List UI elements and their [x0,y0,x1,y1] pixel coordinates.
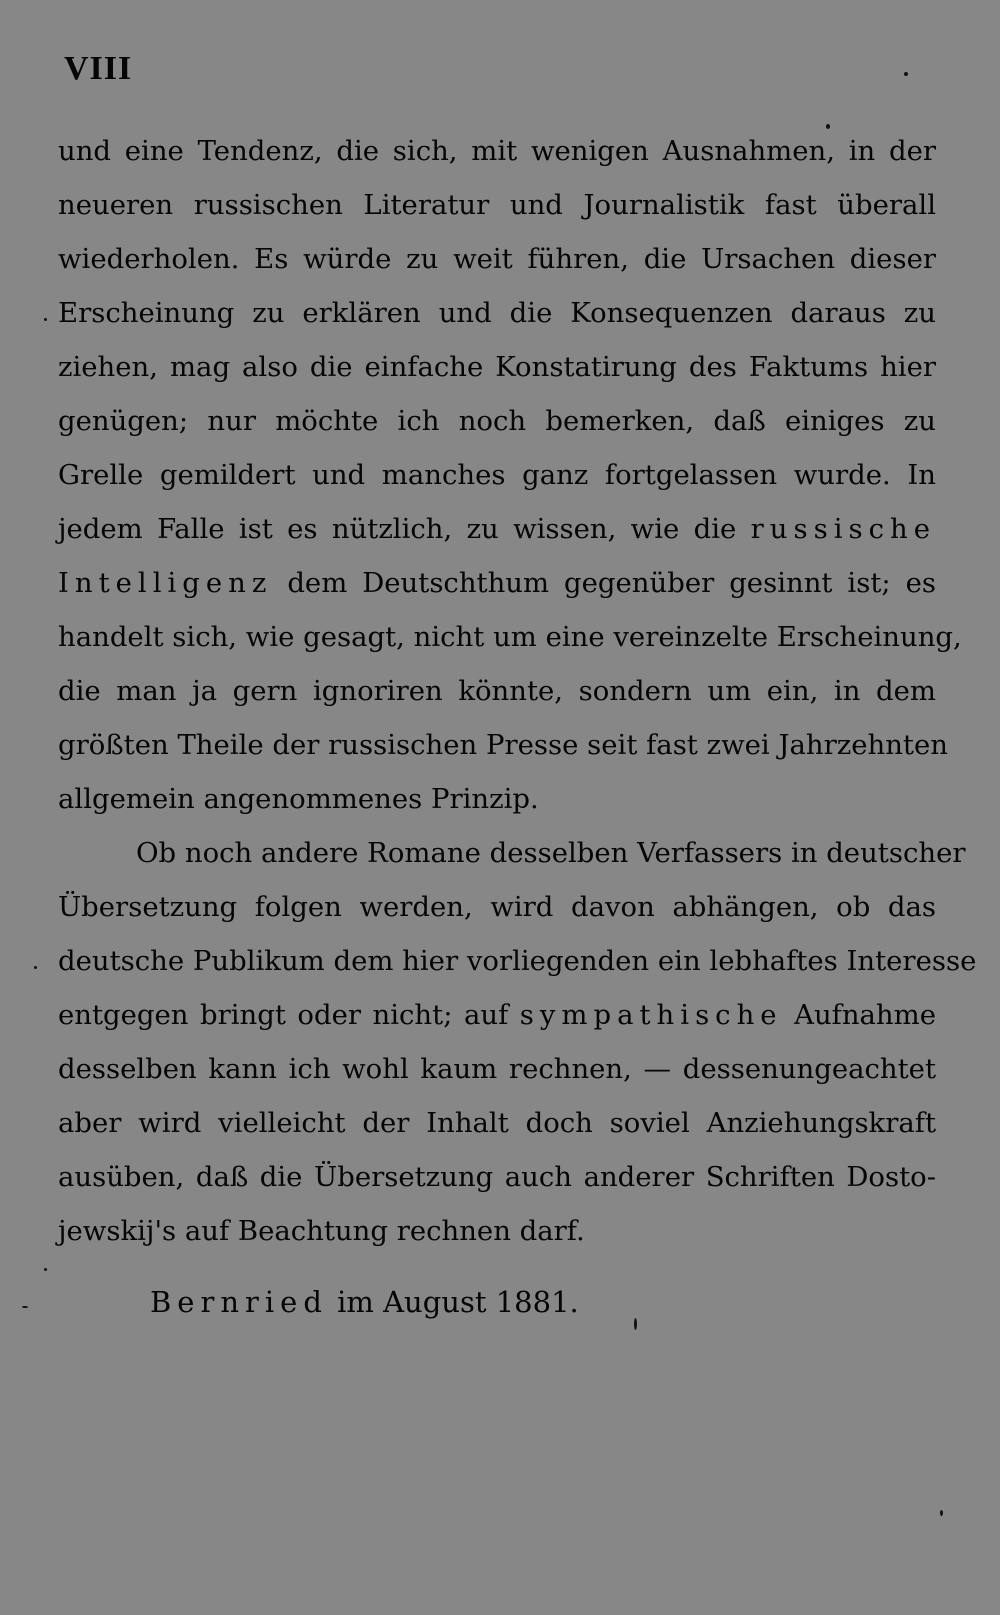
text-line: Erscheinung zu erklären und die Konsequenzen daraus zu [58,297,936,329]
line-text: dem Deutschthum gegenüber gesinnt ist; es [287,567,936,599]
text-line: die man ja gern ignoriren könnte, sondern um ein, in dem [58,675,936,707]
text-line: desselben kann ich wohl kaum rechnen, — dessenungeachtet [58,1053,936,1085]
signature-line [150,1282,579,1322]
line-text: Aufnahme [794,999,936,1031]
text-line: handelt sich, wie gesagt, nicht um eine vereinzelte Erscheinung, [58,621,962,653]
page-number: VIII [64,50,133,87]
text-line: Grelle gemildert und manches ganz fortgelassen wurde. In [58,459,936,491]
text-line: neueren russischen Literatur und Journalistik fast überall [58,189,936,221]
text-line: wiederholen. Es würde zu weit führen, die Ursachen dieser [58,243,936,275]
text-line: aber wird vielleicht der Inhalt doch soviel Anziehungskraft [58,1107,936,1139]
spaced-emphasis: sympathische [519,999,783,1031]
text-line: jewskij's auf Beachtung rechnen darf. [58,1215,585,1247]
text-line: allgemein angenommenes Prinzip. [58,783,539,815]
text-line: genügen; nur möchte ich noch bemerken, daß einiges zu [58,405,936,437]
text-line: deutsche Publikum dem hier vorliegenden ein lebhaftes Interesse [58,945,977,977]
scan-speck [44,1268,47,1271]
text-line [58,556,936,610]
text-line: Ob noch andere Romane desselben Verfassers in deutscher [136,837,966,869]
scan-speck [34,966,37,969]
text-line [58,502,936,556]
text-line: und eine Tendenz, die sich, mit wenigen Ausnahmen, in der [58,135,936,167]
scan-speck [22,1306,28,1308]
signature-place: Bernried [150,1285,328,1319]
spaced-emphasis: russische [750,513,936,545]
line-text: jedem Falle ist es nützlich, zu wissen, wie die [58,513,737,545]
scan-speck [904,72,908,76]
spaced-emphasis: Intelligenz [58,567,273,599]
scan-speck [634,1318,637,1330]
text-line: ziehen, mag also die einfache Konstatirung des Faktums hier [58,351,936,383]
body-text [58,124,977,1258]
scan-speck [44,318,47,321]
line-text: entgegen bringt oder nicht; auf [58,999,509,1031]
text-line: ausüben, daß die Übersetzung auch anderer Schriften Dosto- [58,1161,936,1193]
text-line [58,988,936,1042]
scan-speck [940,1510,943,1516]
scan-speck [826,124,830,129]
signature-date: im August 1881. [337,1285,579,1319]
text-line: Übersetzung folgen werden, wird davon abhängen, ob das [58,891,936,923]
text-line: größten Theile der russischen Presse seit fast zwei Jahrzehnten [58,729,948,761]
